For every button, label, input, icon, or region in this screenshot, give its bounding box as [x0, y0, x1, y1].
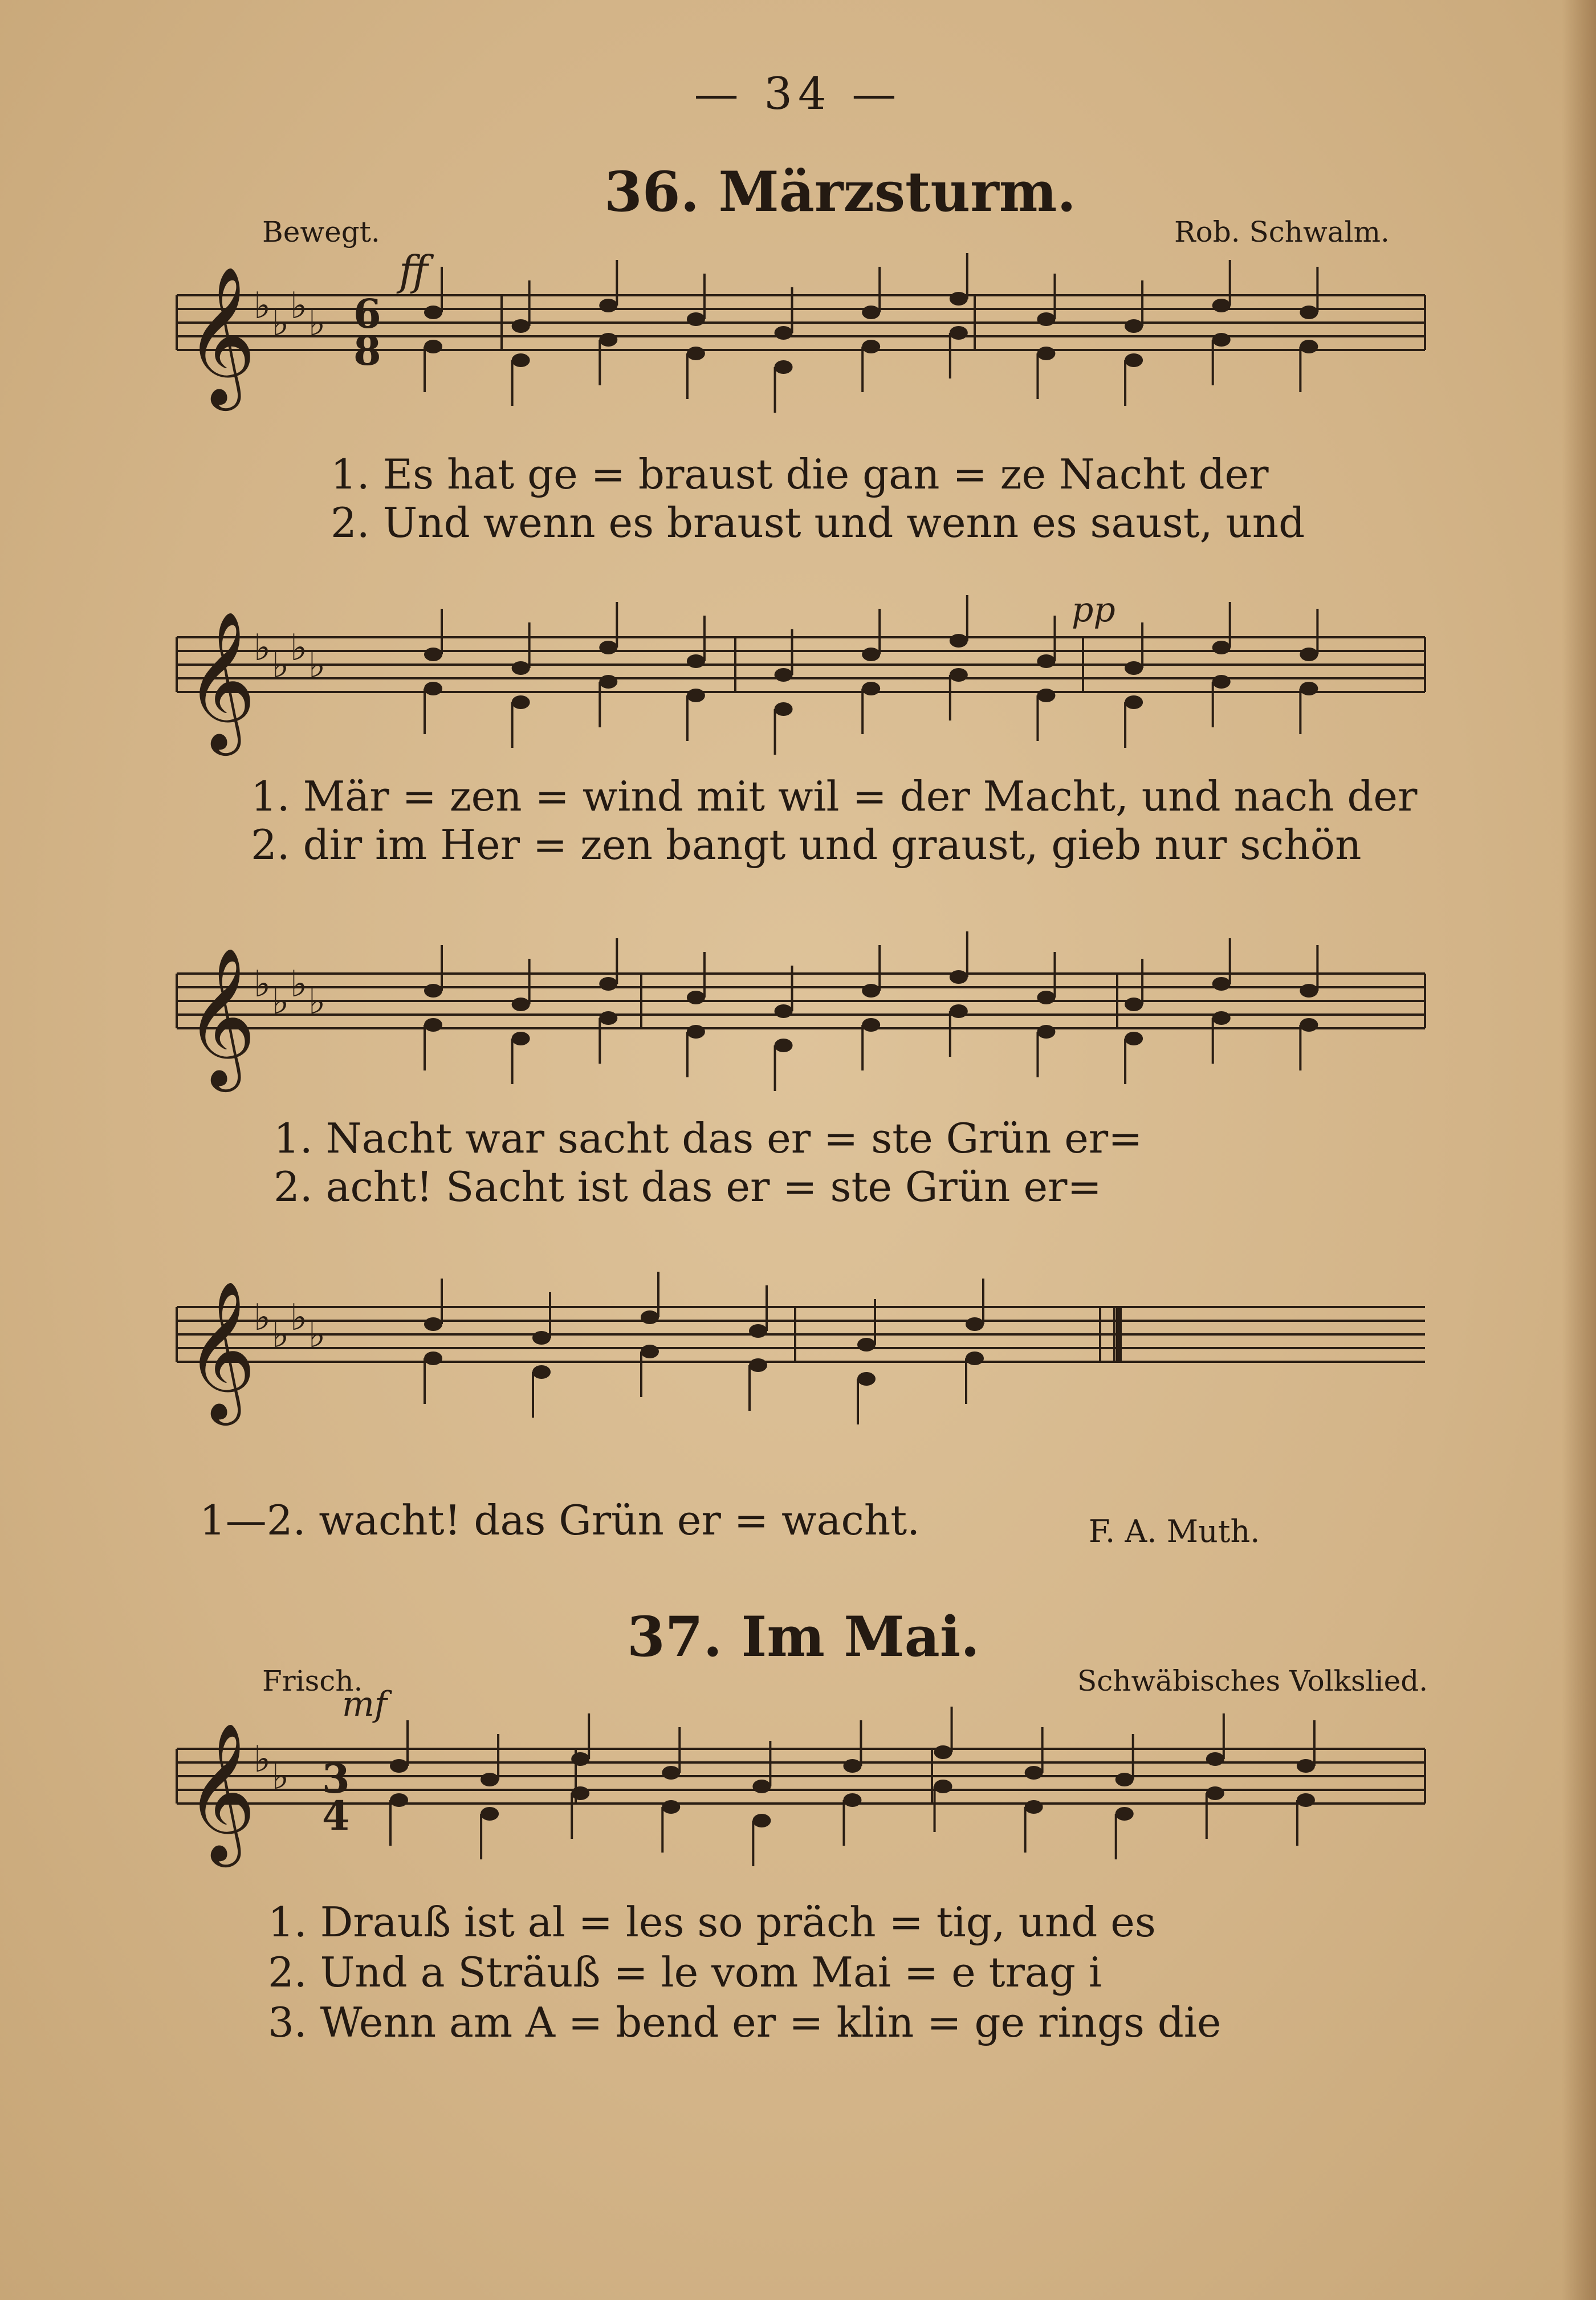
song-36-verse-2-line-3: 2. acht! Sacht ist das er = ste Grün er=: [274, 1163, 1102, 1211]
notehead: [424, 984, 442, 998]
notehead: [571, 1752, 589, 1766]
notehead: [599, 333, 617, 347]
notehead: [1297, 1793, 1315, 1807]
notehead: [950, 292, 968, 306]
notehead: [775, 1004, 793, 1018]
notehead: [950, 634, 968, 648]
notehead: [1300, 306, 1318, 319]
notehead: [1300, 984, 1318, 998]
notehead: [950, 668, 968, 682]
notehead: [1125, 695, 1143, 709]
song-36-verse-1-line-3: 1. Nacht war sacht das er = ste Grün er=: [274, 1114, 1143, 1162]
final-barline: [1116, 1307, 1122, 1362]
notehead: [687, 689, 705, 702]
notehead: [1115, 1807, 1134, 1821]
notehead: [934, 1780, 952, 1793]
notehead: [1212, 1011, 1231, 1025]
notehead: [599, 299, 617, 312]
notehead: [862, 648, 880, 661]
flat-icon: ♭: [308, 980, 326, 1023]
notehead: [752, 1814, 771, 1827]
flat-icon: ♭: [308, 302, 326, 344]
notehead: [1125, 998, 1143, 1011]
song-37-verse-3: 3. Wenn am A = bend er = klin = ge rings die: [268, 1998, 1222, 2046]
notehead: [662, 1766, 680, 1780]
notehead: [424, 340, 442, 353]
flat-icon: ♭: [290, 1297, 308, 1339]
notehead: [1212, 333, 1231, 347]
notehead: [390, 1759, 408, 1773]
flat-icon: ♭: [272, 1756, 290, 1798]
notehead: [1125, 1032, 1143, 1045]
notehead: [512, 319, 530, 333]
dynamic-pp: pp: [1072, 590, 1115, 630]
song-36-composer: Rob. Schwalm.: [1174, 215, 1390, 249]
notehead: [641, 1345, 659, 1358]
notehead: [857, 1372, 876, 1386]
notehead: [775, 360, 793, 374]
notehead: [1115, 1773, 1134, 1786]
song-37-title: 37. Im Mai.: [627, 1605, 980, 1669]
notehead: [424, 682, 442, 695]
flat-icon: ♭: [290, 285, 308, 327]
notehead: [775, 668, 793, 682]
song-37-tempo: Frisch.: [262, 1664, 363, 1697]
notehead: [390, 1793, 408, 1807]
flat-icon: ♭: [254, 627, 271, 669]
notehead: [775, 1039, 793, 1052]
treble-clef-icon: 𝄞: [185, 946, 256, 1086]
notehead: [687, 1025, 705, 1039]
notehead: [1212, 977, 1231, 991]
flat-icon: ♭: [254, 963, 271, 1006]
flat-icon: ♭: [272, 302, 290, 344]
notehead: [862, 340, 880, 353]
notehead: [662, 1800, 680, 1814]
notehead: [532, 1331, 551, 1345]
notehead: [599, 675, 617, 689]
flat-icon: ♭: [254, 1297, 271, 1339]
notehead: [934, 1745, 952, 1759]
notehead: [749, 1324, 767, 1338]
song-36-verse-1-line-2: 1. Mär = zen = wind mit wil = der Macht, und nach der: [251, 772, 1418, 820]
notehead: [843, 1793, 861, 1807]
flat-icon: ♭: [272, 980, 290, 1023]
notehead: [599, 641, 617, 654]
svg-text:8: 8: [353, 327, 381, 374]
notehead: [1212, 299, 1231, 312]
notehead: [424, 306, 442, 319]
notehead: [1125, 319, 1143, 333]
treble-clef-icon: 𝄞: [185, 265, 256, 405]
notehead: [843, 1759, 861, 1773]
notehead: [512, 695, 530, 709]
notehead: [749, 1358, 767, 1372]
song-36-verse-2-line-1: 2. Und wenn es braust und wenn es saust, und: [331, 499, 1305, 547]
treble-clef-icon: 𝄞: [185, 1280, 256, 1419]
notehead: [687, 347, 705, 360]
page-number: — 34 —: [694, 68, 902, 120]
notehead: [1297, 1759, 1315, 1773]
notehead: [599, 977, 617, 991]
notehead: [687, 312, 705, 326]
notehead: [1212, 675, 1231, 689]
treble-clef-icon: 𝄞: [185, 610, 256, 750]
svg-text:3: 3: [322, 1755, 350, 1802]
notehead: [424, 1018, 442, 1032]
notehead: [687, 991, 705, 1004]
flat-icon: ♭: [254, 285, 271, 327]
notehead: [857, 1338, 876, 1351]
notehead: [1212, 641, 1231, 654]
notehead: [862, 984, 880, 998]
notehead: [862, 682, 880, 695]
notehead: [752, 1780, 771, 1793]
song-36-verse-1-line-1: 1. Es hat ge = braust die gan = ze Nacht der: [331, 450, 1269, 498]
notehead: [1025, 1766, 1043, 1780]
notehead: [424, 1317, 442, 1331]
notehead: [532, 1365, 551, 1379]
notehead: [1037, 689, 1055, 702]
notehead: [481, 1773, 499, 1786]
notehead: [424, 648, 442, 661]
flat-icon: ♭: [308, 644, 326, 686]
notehead: [424, 1351, 442, 1365]
notehead: [862, 306, 880, 319]
flat-icon: ♭: [290, 963, 308, 1006]
notehead: [512, 661, 530, 675]
notehead: [1025, 1800, 1043, 1814]
notehead: [966, 1351, 984, 1365]
notehead: [512, 1032, 530, 1045]
notehead: [1206, 1752, 1224, 1766]
treble-clef-icon: 𝄞: [185, 1721, 256, 1861]
notehead: [1037, 1025, 1055, 1039]
notehead: [1300, 682, 1318, 695]
notehead: [1300, 1018, 1318, 1032]
song-36-title: 36. Märzsturm.: [604, 160, 1076, 224]
notehead: [950, 970, 968, 984]
song-36-lyricist: F. A. Muth.: [1089, 1513, 1260, 1549]
flat-icon: ♭: [272, 1314, 290, 1356]
notehead: [1125, 353, 1143, 367]
song-36-tempo: Bewegt.: [262, 215, 380, 249]
notehead: [1037, 347, 1055, 360]
flat-icon: ♭: [254, 1739, 271, 1781]
svg-text:6: 6: [353, 290, 381, 337]
flat-icon: ♭: [308, 1314, 326, 1356]
notehead: [599, 1011, 617, 1025]
notehead: [862, 1018, 880, 1032]
song-37-verse-2: 2. Und a Sträuß = le vom Mai = e trag i: [268, 1948, 1102, 1996]
notehead: [1125, 661, 1143, 675]
notehead: [950, 326, 968, 340]
notehead: [775, 702, 793, 716]
notehead: [950, 1004, 968, 1018]
flat-icon: ♭: [290, 627, 308, 669]
song-37-composer: Schwäbisches Volkslied.: [1077, 1664, 1428, 1697]
song-36-verse-2-line-2: 2. dir im Her = zen bangt und graust, gieb nur schön: [251, 821, 1362, 869]
notehead: [1300, 648, 1318, 661]
notehead: [512, 353, 530, 367]
notehead: [1037, 312, 1055, 326]
dynamic-ff: ff: [399, 247, 429, 295]
notehead: [481, 1807, 499, 1821]
flat-icon: ♭: [272, 644, 290, 686]
notehead: [966, 1317, 984, 1331]
notehead: [1037, 991, 1055, 1004]
song-36-refrain-line: 1—2. wacht! das Grün er = wacht.: [199, 1496, 921, 1544]
song-37-verse-1: 1. Drauß ist al = les so präch = tig, und es: [268, 1898, 1156, 1946]
notehead: [687, 654, 705, 668]
notehead: [1206, 1786, 1224, 1800]
notehead: [1037, 654, 1055, 668]
notehead: [641, 1310, 659, 1324]
notehead: [512, 998, 530, 1011]
notehead: [571, 1786, 589, 1800]
notehead: [1300, 340, 1318, 353]
svg-text:4: 4: [322, 1792, 350, 1839]
page-edge-shadow: [1562, 0, 1596, 2300]
dynamic-mf: mf: [342, 1684, 388, 1724]
notehead: [775, 326, 793, 340]
